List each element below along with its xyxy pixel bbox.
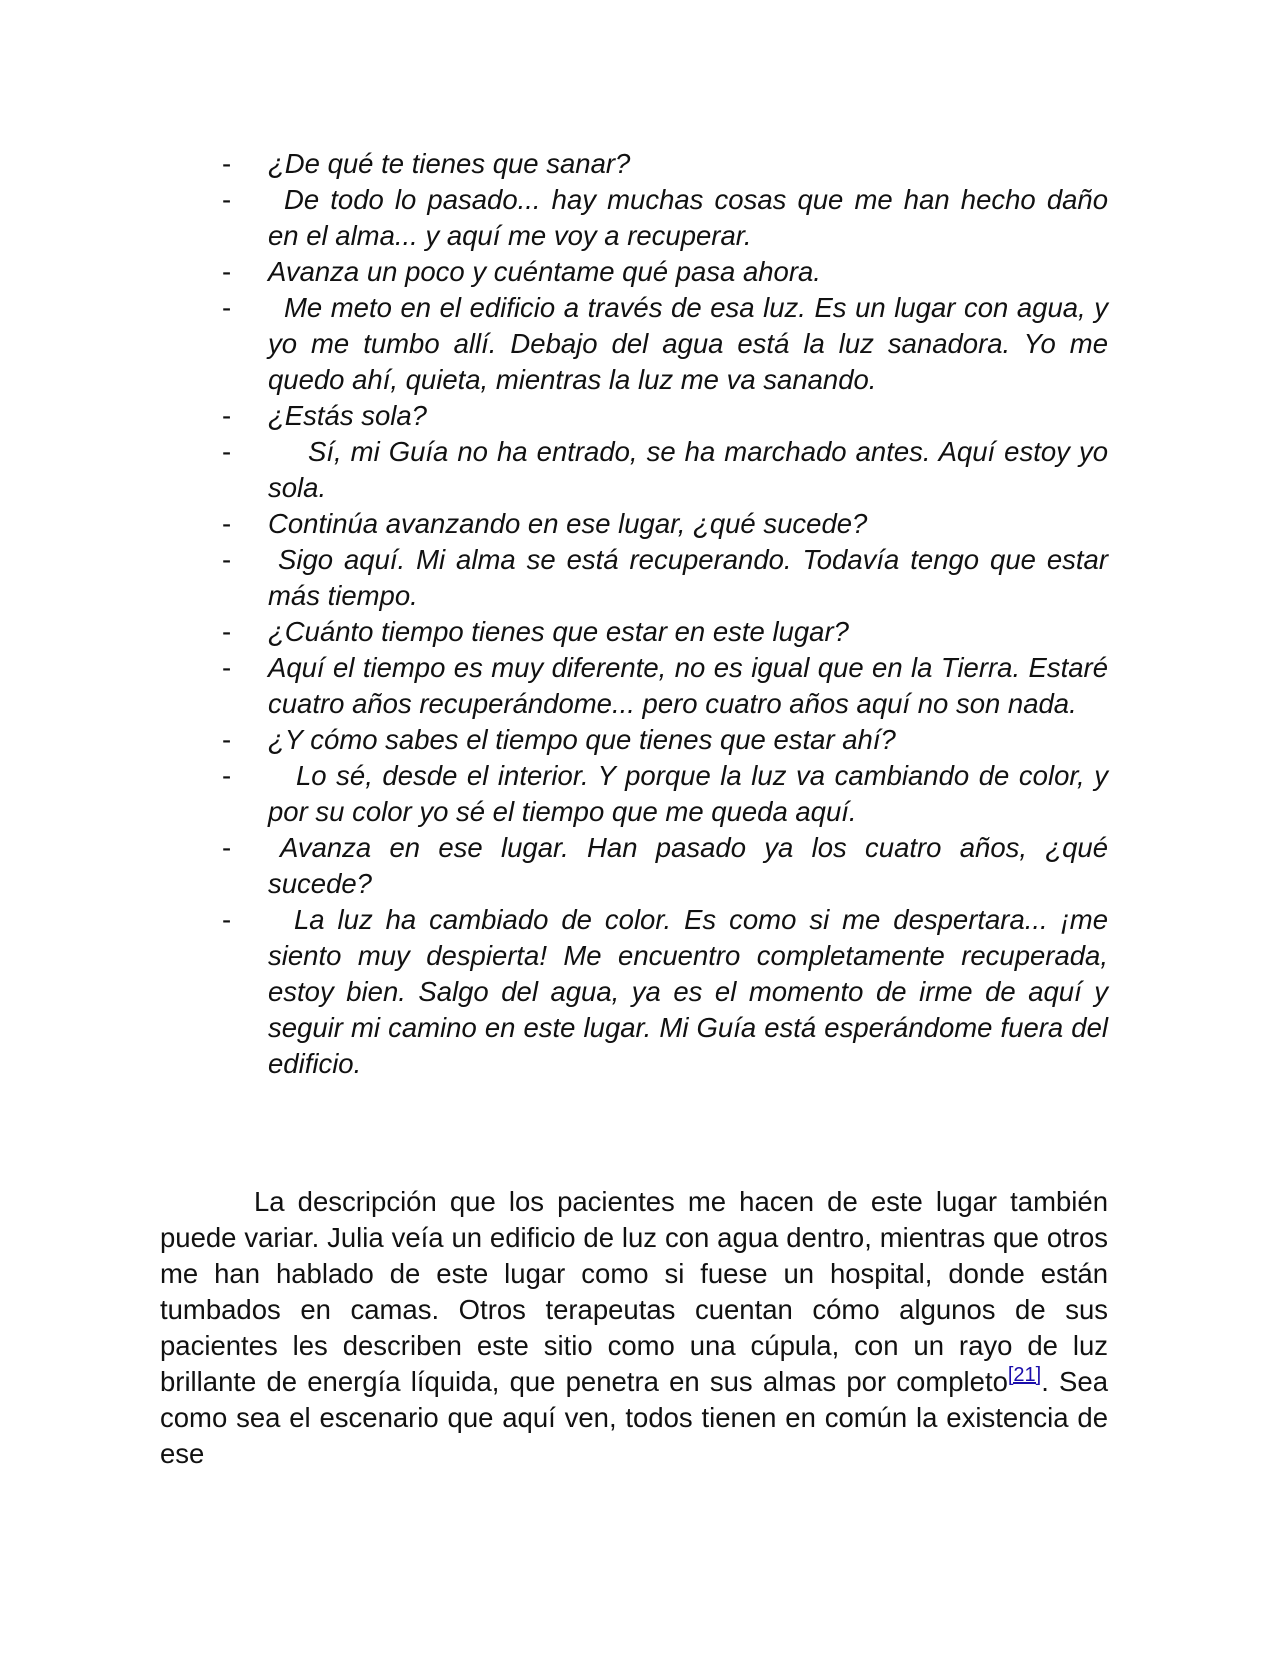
dialogue-line [222,722,1108,758]
dialogue-line [222,758,1108,830]
dialogue-dash: - [222,832,232,863]
dialogue-text: Aquí el tiempo es muy diferente, no es igual que en la Tierra. Estaré cuatro años recuperándome... pero cuatro años aquí no son nada. [268,652,1108,719]
dialogue-line [222,434,1108,506]
dialogue-dash: - [222,544,232,575]
dialogue-line [222,506,1108,542]
dialogue-text: Me meto en el edificio a través de esa luz. Es un lugar con agua, y yo me tumbo allí. Debajo del agua está la luz sanadora. Yo me quedo ahí, quieta, mientras la luz me va sanando. [268,292,1108,395]
dialogue-dash: - [222,616,232,647]
paragraph-text-continued: . Sea como sea el escenario que aquí ven, todos tienen en común la existencia de ese [160,1366,1108,1469]
dialogue-text: De todo lo pasado... hay muchas cosas que me han hecho daño en el alma... y aquí me voy a recuperar. [268,184,1108,251]
dialogue-line [222,182,1108,254]
dialogue-text: Avanza en ese lugar. Han pasado ya los cuatro años, ¿qué sucede? [268,832,1108,899]
dialogue-line [222,830,1108,902]
footnote-link[interactable]: [21] [1007,1363,1042,1386]
dialogue-text: Sí, mi Guía no ha entrado, se ha marchado antes. Aquí estoy yo sola. [268,436,1108,503]
dialogue-line [222,902,1108,1082]
dialogue-dash: - [222,184,232,215]
dialogue-list [222,146,1108,1082]
dialogue-dash: - [222,760,232,791]
dialogue-text: ¿Cuánto tiempo tienes que estar en este lugar? [268,616,849,647]
dialogue-text: ¿De qué te tienes que sanar? [268,148,631,179]
dialogue-line [222,542,1108,614]
dialogue-dash: - [222,256,232,287]
dialogue-text: Lo sé, desde el interior. Y porque la luz va cambiando de color, y por su color yo sé el tiempo que me queda aquí. [268,760,1108,827]
dialogue-dash: - [222,292,232,323]
body-paragraph [160,1184,1108,1472]
dialogue-text: Continúa avanzando en ese lugar, ¿qué sucede? [268,508,868,539]
dialogue-line [222,290,1108,398]
dialogue-text: Avanza un poco y cuéntame qué pasa ahora. [268,256,821,287]
dialogue-dash: - [222,148,232,179]
dialogue-line [222,650,1108,722]
dialogue-line [222,398,1108,434]
dialogue-text: ¿Estás sola? [268,400,427,431]
dialogue-text: La luz ha cambiado de color. Es como si me despertara... ¡me siento muy despierta! Me encuentro completamente recuperada, estoy bien. Salgo del agua, ya es el momento de irme de aquí y seguir mi camino en este lugar. Mi Guía está esperándome fuera del edificio. [268,904,1108,1079]
dialogue-line [222,254,1108,290]
dialogue-dash: - [222,724,232,755]
dialogue-text: ¿Y cómo sabes el tiempo que tienes que estar ahí? [268,724,896,755]
dialogue-dash: - [222,400,232,431]
dialogue-line [222,146,1108,182]
dialogue-text: Sigo aquí. Mi alma se está recuperando. Todavía tengo que estar más tiempo. [268,544,1108,611]
dialogue-dash: - [222,508,232,539]
dialogue-dash: - [222,436,232,467]
dialogue-dash: - [222,904,232,935]
paragraph-text: La descripción que los pacientes me hacen de este lugar también puede variar. Julia veía un edificio de luz con agua dentro, mientras que otros me han hablado de este lugar como si fuese un hospital, donde están tumbados en camas. Otros terapeutas cuentan cómo algunos de sus pacientes les describen este sitio como una cúpula, con un rayo de luz brillante de energía líquida, que penetra en sus almas por completo [160,1186,1108,1397]
dialogue-line [222,614,1108,650]
dialogue-dash: - [222,652,232,683]
